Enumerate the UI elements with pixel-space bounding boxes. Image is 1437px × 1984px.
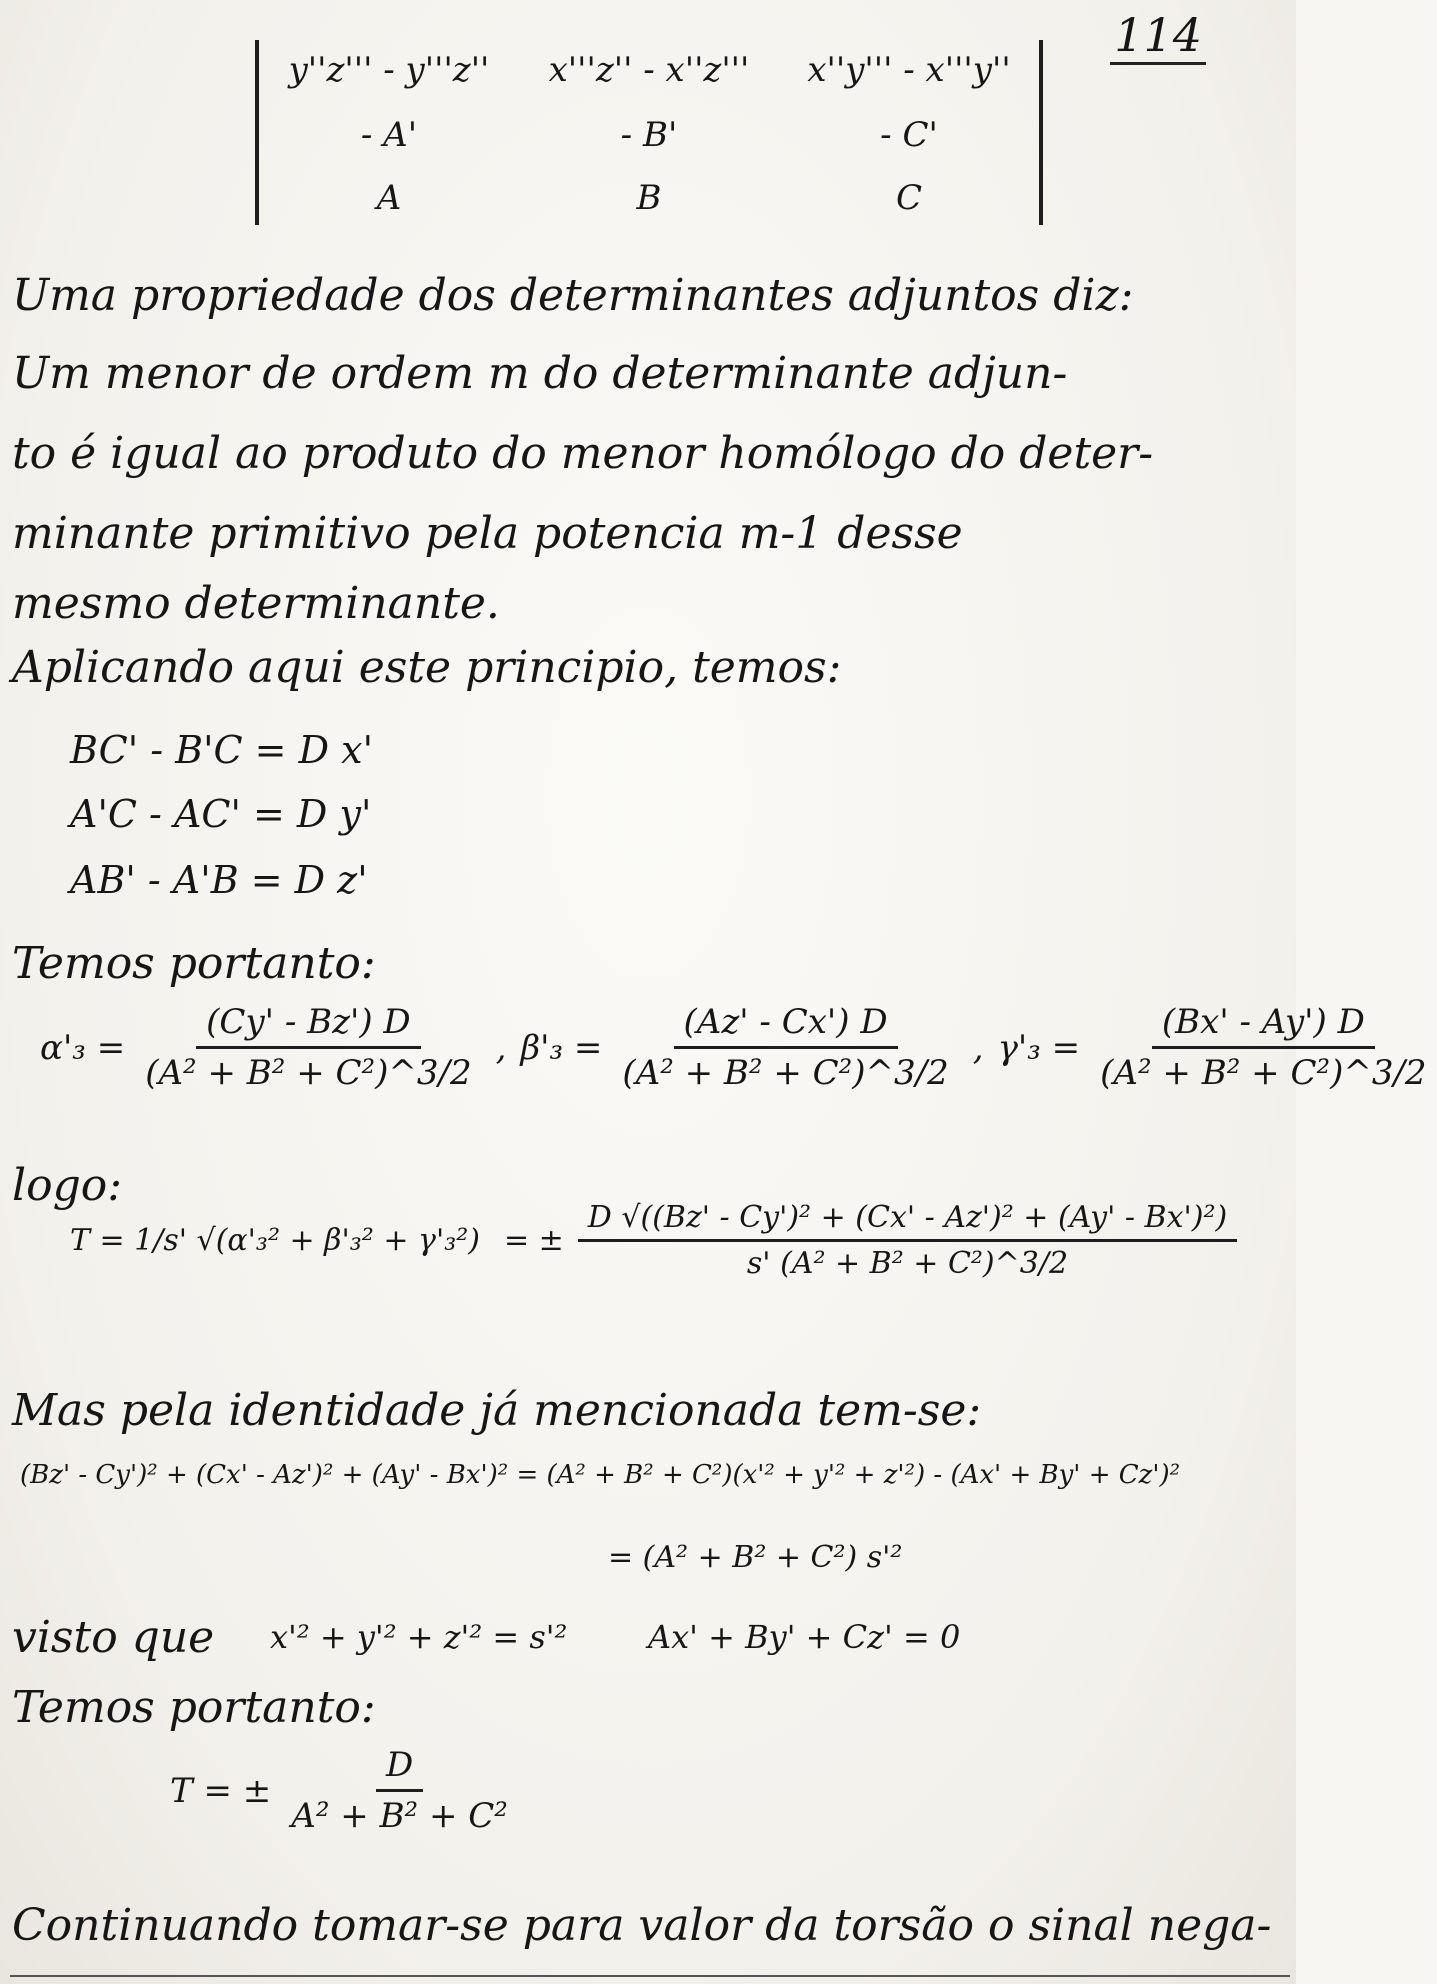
text-line: Temos portanto:: [12, 938, 376, 989]
det-cell: A: [376, 178, 402, 218]
torsion-formula: [70, 1200, 1237, 1281]
text-line: logo:: [12, 1160, 123, 1211]
torsion-fraction: [578, 1200, 1237, 1281]
determinant: [255, 40, 1043, 225]
text-line: Um menor de ordem m do determinante adjun-: [12, 348, 1068, 399]
text-line: Aplicando aqui este principio, temos:: [12, 642, 842, 693]
condition-2: Ax' + By' + Cz' = 0: [648, 1618, 961, 1656]
page-edge-line: [10, 1975, 1290, 1977]
condition-1: x'² + y'² + z'² = s'²: [270, 1618, 568, 1656]
beta-denominator: (A² + B² + C²)^3/2: [622, 1053, 949, 1093]
gamma-lhs: γ'₃ =: [997, 1027, 1081, 1068]
det-cell: - C': [880, 115, 938, 155]
alpha-denominator: (A² + B² + C²)^3/2: [145, 1053, 472, 1093]
det-cell: C: [895, 178, 922, 218]
gamma-numerator: (Bx' - Ay') D: [1152, 1002, 1375, 1049]
text-line: Temos portanto:: [12, 1682, 376, 1733]
text-line: Continuando tomar-se para valor da torsão o sinal nega-: [12, 1900, 1272, 1951]
det-cell: - B': [620, 115, 678, 155]
identity-line-1: (Bz' - Cy')² + (Cx' - Az')² + (Ay' - Bx')² = (A² + B² + C²)(x'² + y'² + z'²) - (Ax' + By' + Cz')²: [20, 1460, 1181, 1490]
text-line: visto que: [12, 1612, 215, 1663]
result-numerator: D: [376, 1745, 423, 1792]
result-formula: [170, 1745, 518, 1836]
det-cell: - A': [360, 115, 418, 155]
text-line: Uma propriedade dos determinantes adjuntos diz:: [12, 270, 1134, 321]
equation: AB' - A'B = D z': [70, 858, 368, 902]
torsion-numerator: D √((Bz' - Cy')² + (Cx' - Az')² + (Ay' - Bx')²): [578, 1200, 1237, 1242]
alpha-lhs: α'₃ =: [40, 1027, 126, 1068]
result-denominator: A² + B² + C²: [291, 1796, 508, 1836]
det-cell: y''z''' - y'''z'': [288, 50, 490, 90]
beta-lhs: β'₃ =: [520, 1027, 603, 1068]
torsion-denominator: s' (A² + B² + C²)^3/2: [746, 1246, 1069, 1281]
det-cell: x'''z'' - x''z''': [548, 50, 750, 90]
det-cell: x''y''' - x'''y'': [807, 50, 1011, 90]
identity-line-2: = (A² + B² + C²) s'²: [608, 1540, 903, 1575]
torsion-lhs: T = 1/s' √(α'₃² + β'₃² + γ'₃²): [70, 1223, 480, 1258]
gamma-denominator: (A² + B² + C²)^3/2: [1100, 1053, 1427, 1093]
text-line: to é igual ao produto do menor homólogo do deter-: [12, 428, 1154, 479]
text-line: mesmo determinante.: [12, 578, 500, 629]
page-number: 114: [1110, 8, 1206, 65]
equation: BC' - B'C = D x': [70, 728, 374, 772]
alpha-fraction: [135, 1002, 481, 1093]
det-cell: B: [636, 178, 662, 218]
beta-numerator: (Az' - Cx') D: [674, 1002, 898, 1049]
gamma-fraction: [1090, 1002, 1436, 1093]
text-line: minante primitivo pela potencia m-1 desse: [12, 508, 963, 559]
beta-fraction: [612, 1002, 958, 1093]
text-line: Mas pela identidade já mencionada tem-se:: [12, 1385, 982, 1436]
torsion-eq: = ±: [503, 1223, 564, 1258]
result-lhs: T = ±: [170, 1770, 272, 1811]
direction-cosines: α'₃ = $\frac{(Cy' - Bz') D}{\text{(A² + B² + C²)\textasciicircum{}3/2}}$ , β'₃ = $\frac{(Az' - Cx') D}{\text{(A² + B² + C²)\textasciicircum{}3/2}}$ , γ'₃ = $\frac{(Bx' - Ay') D}{\text{(A² + B² + C²)\textasciicircum{}3/2}}$: [40, 1002, 1437, 1093]
result-fraction: [281, 1745, 518, 1836]
equation: A'C - AC' = D y': [70, 792, 372, 836]
alpha-numerator: (Cy' - Bz') D: [196, 1002, 421, 1049]
